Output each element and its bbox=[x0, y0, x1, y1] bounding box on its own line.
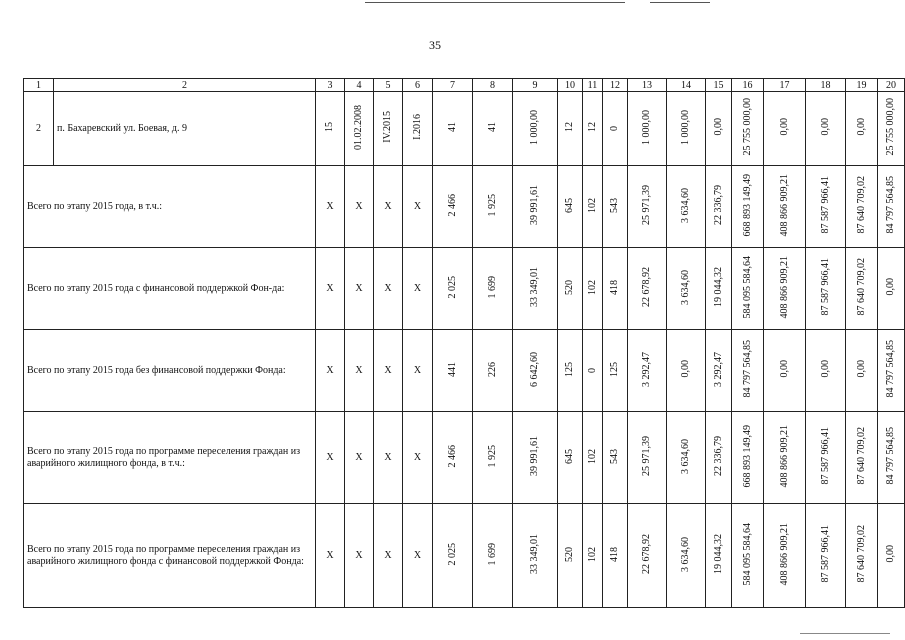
table-cell: 0 bbox=[586, 368, 598, 373]
table-cell: 19 044,32 bbox=[712, 534, 724, 574]
table-cell: 1 699 bbox=[486, 542, 498, 566]
resettlement-table bbox=[23, 78, 905, 608]
column-header: 17 bbox=[764, 79, 806, 92]
table-cell: 0,00 bbox=[680, 360, 691, 378]
table-cell: 6 642,60 bbox=[529, 351, 540, 387]
table-cell: 2 466 bbox=[446, 444, 458, 468]
table-cell: 1 000,00 bbox=[680, 109, 691, 145]
summary-row-program-total bbox=[24, 412, 905, 504]
table-cell: 668 893 149,49 bbox=[741, 424, 753, 488]
column-header: 15 bbox=[706, 79, 732, 92]
table-cell: I.2016 bbox=[411, 114, 423, 140]
column-header: 1 bbox=[24, 79, 54, 92]
table-cell: X bbox=[316, 248, 345, 330]
table-cell: X bbox=[316, 166, 345, 248]
table-cell: 418 bbox=[609, 546, 620, 562]
table-cell: 1 000,00 bbox=[641, 109, 652, 145]
table-cell: 0,00 bbox=[855, 360, 867, 378]
column-header: 2 bbox=[54, 79, 316, 92]
table-cell: 25 971,39 bbox=[641, 436, 652, 476]
table-cell: 12 bbox=[586, 122, 598, 132]
table-cell: 0,00 bbox=[885, 278, 896, 296]
column-header: 12 bbox=[603, 79, 628, 92]
column-header: 7 bbox=[433, 79, 473, 92]
page-number: 35 bbox=[429, 38, 441, 52]
column-number-header bbox=[24, 79, 905, 92]
table-cell: X bbox=[403, 504, 433, 608]
column-header: 14 bbox=[667, 79, 706, 92]
table-cell: 3 292,47 bbox=[641, 351, 652, 387]
table-cell: X bbox=[374, 248, 403, 330]
table-cell: 125 bbox=[609, 361, 620, 377]
top-scan-rule bbox=[365, 2, 625, 3]
top-scan-rule-short bbox=[650, 2, 710, 3]
table-cell: 22 336,79 bbox=[712, 185, 724, 225]
table-cell: 408 866 909,21 bbox=[778, 424, 790, 488]
table-cell: 2 025 bbox=[446, 275, 458, 299]
summary-label: Всего по этапу 2015 года по программе переселения граждан из аварийного жилищного фонда, в т.ч.: bbox=[24, 412, 316, 504]
summary-label: Всего по этапу 2015 года по программе переселения граждан из аварийного жилищного фонда с финансовой поддержкой Фонда: bbox=[24, 504, 316, 608]
column-header: 11 bbox=[583, 79, 603, 92]
table-cell: 520 bbox=[564, 546, 575, 562]
table-cell: X bbox=[374, 330, 403, 412]
table-cell: 645 bbox=[564, 197, 575, 213]
table-cell: X bbox=[374, 504, 403, 608]
table-cell: X bbox=[403, 166, 433, 248]
table-cell: X bbox=[403, 248, 433, 330]
table-cell: 15 bbox=[324, 122, 335, 132]
table-cell: 25 755 000,00 bbox=[885, 98, 896, 156]
table-cell: 39 991,61 bbox=[529, 436, 540, 476]
column-header: 9 bbox=[513, 79, 558, 92]
table-cell: 84 797 564,85 bbox=[885, 340, 896, 398]
column-header: 6 bbox=[403, 79, 433, 92]
table-cell: 2 466 bbox=[446, 193, 458, 217]
table-cell: 584 095 584,64 bbox=[741, 255, 753, 319]
table-cell: 645 bbox=[564, 448, 575, 464]
table-cell: 01.02.2008 bbox=[353, 104, 364, 150]
table-cell: 0 bbox=[609, 126, 620, 131]
summary-row-program-with-fund bbox=[24, 504, 905, 608]
table-cell: 33 349,01 bbox=[529, 267, 540, 307]
table-cell: X bbox=[345, 412, 374, 504]
table-cell: 102 bbox=[586, 197, 598, 213]
table-cell: 441 bbox=[446, 361, 458, 377]
table-cell: 3 634,60 bbox=[680, 269, 691, 305]
table-cell: X bbox=[345, 166, 374, 248]
table-cell: 87 587 966,41 bbox=[819, 427, 831, 485]
table-cell: 87 587 966,41 bbox=[819, 176, 831, 234]
summary-label: Всего по этапу 2015 года без финансовой поддержки Фонда: bbox=[24, 330, 316, 412]
table-cell: X bbox=[403, 330, 433, 412]
summary-row-without-fund bbox=[24, 330, 905, 412]
table-cell: 87 587 966,41 bbox=[819, 525, 831, 583]
table-cell: 33 349,01 bbox=[529, 534, 540, 574]
table-cell: 22 678,92 bbox=[641, 267, 652, 307]
table-cell: 102 bbox=[586, 279, 598, 295]
column-header: 16 bbox=[732, 79, 764, 92]
table-cell: 87 640 709,02 bbox=[855, 176, 867, 234]
column-header: 20 bbox=[878, 79, 905, 92]
address-cell: п. Бахаревский ул. Боевая, д. 9 bbox=[54, 92, 316, 166]
table-cell: 3 634,60 bbox=[680, 438, 691, 474]
column-header: 19 bbox=[846, 79, 878, 92]
table-cell: X bbox=[316, 412, 345, 504]
table-cell: 87 640 709,02 bbox=[855, 427, 867, 485]
table-cell: 1 000,00 bbox=[529, 109, 540, 145]
table-cell: 84 797 564,85 bbox=[885, 176, 896, 234]
column-header: 4 bbox=[345, 79, 374, 92]
table-row-item bbox=[24, 92, 905, 166]
table-cell: 22 678,92 bbox=[641, 534, 652, 574]
table-cell: 0,00 bbox=[855, 118, 867, 136]
table-cell: 0,00 bbox=[778, 360, 790, 378]
table-cell: 25 755 000,00 bbox=[741, 98, 753, 156]
summary-label: Всего по этапу 2015 года, в т.ч.: bbox=[24, 166, 316, 248]
table-cell: X bbox=[403, 412, 433, 504]
column-header: 5 bbox=[374, 79, 403, 92]
row-number: 2 bbox=[24, 92, 54, 166]
table-cell: 0,00 bbox=[712, 118, 724, 136]
table-cell: 418 bbox=[609, 279, 620, 295]
table-cell: 41 bbox=[486, 122, 498, 132]
table-cell: X bbox=[374, 166, 403, 248]
bottom-scan-rule bbox=[800, 633, 890, 634]
table-cell: 1 925 bbox=[486, 444, 498, 468]
table-cell: 41 bbox=[446, 122, 458, 132]
summary-row-total bbox=[24, 166, 905, 248]
table-cell: 0,00 bbox=[819, 118, 831, 136]
table-cell: 1 925 bbox=[486, 193, 498, 217]
table-cell: 3 634,60 bbox=[680, 187, 691, 223]
table-cell: 84 797 564,85 bbox=[885, 427, 896, 485]
table-cell: X bbox=[374, 412, 403, 504]
table-cell: 668 893 149,49 bbox=[741, 173, 753, 237]
table-cell: 520 bbox=[564, 279, 575, 295]
table-cell: 84 797 564,85 bbox=[741, 340, 753, 398]
column-header: 8 bbox=[473, 79, 513, 92]
table-cell: IV.2015 bbox=[382, 111, 393, 143]
table-cell: 584 095 584,64 bbox=[741, 522, 753, 586]
table-cell: 543 bbox=[609, 448, 620, 464]
table-cell: 408 866 909,21 bbox=[778, 255, 790, 319]
table-cell: 543 bbox=[609, 197, 620, 213]
table-cell: 87 587 966,41 bbox=[819, 258, 831, 316]
table-cell: 0,00 bbox=[778, 118, 790, 136]
summary-row-with-fund bbox=[24, 248, 905, 330]
table-cell: 408 866 909,21 bbox=[778, 522, 790, 586]
column-header: 3 bbox=[316, 79, 345, 92]
table-cell: 0,00 bbox=[885, 545, 896, 563]
column-header: 13 bbox=[628, 79, 667, 92]
table-cell: 3 292,47 bbox=[712, 351, 724, 387]
column-header: 18 bbox=[806, 79, 846, 92]
table-cell: 3 634,60 bbox=[680, 536, 691, 572]
table-cell: 226 bbox=[486, 361, 498, 377]
table-cell: 39 991,61 bbox=[529, 185, 540, 225]
table-cell: 125 bbox=[564, 361, 575, 377]
table-cell: X bbox=[316, 330, 345, 412]
table-cell: 102 bbox=[586, 448, 598, 464]
summary-label: Всего по этапу 2015 года с финансовой поддержкой Фон-да: bbox=[24, 248, 316, 330]
table-cell: 2 025 bbox=[446, 542, 458, 566]
table-cell: 19 044,32 bbox=[712, 267, 724, 307]
table-cell: X bbox=[316, 504, 345, 608]
table-cell: 102 bbox=[586, 546, 598, 562]
column-header: 10 bbox=[558, 79, 583, 92]
table-cell: 22 336,79 bbox=[712, 436, 724, 476]
table-cell: X bbox=[345, 504, 374, 608]
table-cell: X bbox=[345, 248, 374, 330]
table-cell: 12 bbox=[564, 122, 575, 132]
table-cell: 87 640 709,02 bbox=[855, 258, 867, 316]
table-cell: 87 640 709,02 bbox=[855, 525, 867, 583]
table-cell: 1 699 bbox=[486, 275, 498, 299]
table-cell: X bbox=[345, 330, 374, 412]
table-cell: 25 971,39 bbox=[641, 185, 652, 225]
table-cell: 408 866 909,21 bbox=[778, 173, 790, 237]
table-cell: 0,00 bbox=[819, 360, 831, 378]
